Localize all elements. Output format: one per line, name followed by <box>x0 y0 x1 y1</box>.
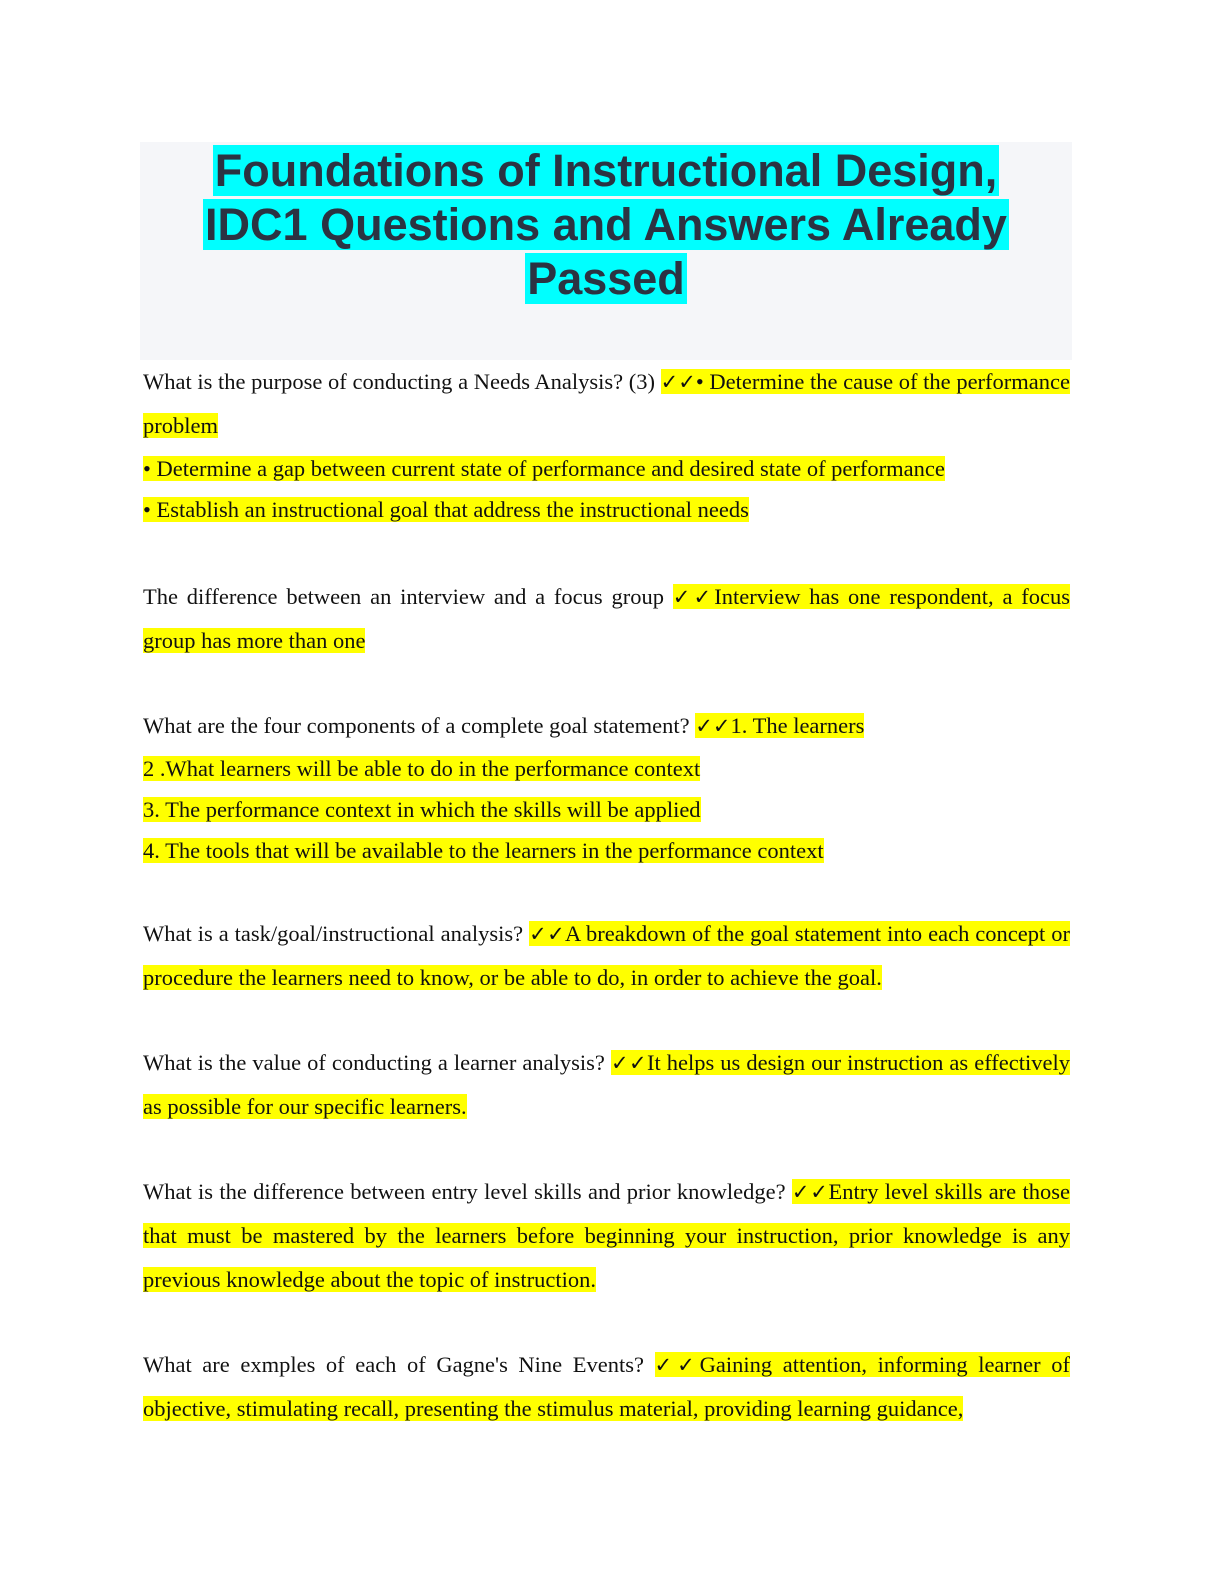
title-block <box>140 142 1072 360</box>
answer-text: Entry level skills are those that must be mastered by the learners before beginning your instruction, prior knowledge is any previous knowledge about the topic of instruction. <box>143 1179 1070 1292</box>
answer-text: It helps us design our instruction as effectively as possible for our specific learners. <box>143 1050 1070 1119</box>
title-line-2: IDC1 Questions and Answers Already <box>205 199 1007 250</box>
question-text: What is the purpose of conducting a Needs Analysis? (3) <box>143 369 661 394</box>
qa-item-5 <box>143 1041 1070 1129</box>
answer-text: A breakdown of the goal statement into each concept or procedure the learners need to know, or be able to do, in order to achieve the goal. <box>143 921 1071 990</box>
answer-line <box>143 830 1070 871</box>
qa-item-2 <box>143 575 1070 663</box>
answer-text: • Determine the cause of the performance problem <box>143 369 1070 438</box>
answer-line <box>143 448 1070 489</box>
answer-bullet: • Establish an instructional goal that address the instructional needs <box>143 497 749 522</box>
answer-list-item: 3. The performance context in which the skills will be applied <box>143 797 701 822</box>
answer-bullet: • Determine a gap between current state of performance and desired state of performance <box>143 456 945 481</box>
question-text: What is a task/goal/instructional analysis? <box>143 921 530 946</box>
question-text: What is the difference between entry level skills and prior knowledge? <box>143 1179 792 1204</box>
qa-item-1 <box>143 360 1070 448</box>
question-text: The difference between an interview and a focus group <box>143 584 673 609</box>
answer-line <box>143 748 1070 789</box>
question-text: What is the value of conducting a learner analysis? <box>143 1050 611 1075</box>
answer-list-item: 4. The tools that will be available to the learners in the performance context <box>143 838 824 863</box>
question-text: What are the four components of a complete goal statement? <box>143 713 696 738</box>
answer-text: Interview has one respondent, a focus group has more than one <box>143 584 1070 653</box>
double-check-icon: ✓✓ <box>695 714 731 738</box>
answer-line <box>143 489 1070 530</box>
double-check-icon: ✓✓ <box>672 585 715 609</box>
title-line-3: Passed <box>527 253 685 304</box>
document-title <box>140 142 1072 306</box>
double-check-icon: ✓✓ <box>791 1180 829 1204</box>
qa-item-3 <box>143 704 1070 748</box>
question-text: What are exmples of each of Gagne's Nine Events? <box>143 1352 655 1377</box>
double-check-icon: ✓✓ <box>654 1353 700 1377</box>
qa-item-7 <box>143 1343 1070 1431</box>
qa-item-4 <box>143 912 1070 1000</box>
answer-list-item: 2 .What learners will be able to do in the performance context <box>143 756 701 781</box>
title-line-1: Foundations of Instructional Design, <box>214 145 998 196</box>
double-check-icon: ✓✓ <box>529 922 566 946</box>
answer-text: 1. The learners <box>730 713 865 738</box>
qa-item-6 <box>143 1170 1070 1302</box>
qa-content <box>143 360 1070 1431</box>
answer-text: Gaining attention, informing learner of objective, stimulating recall, presenting the stimulus material, providing learning guidance, <box>143 1352 1070 1421</box>
double-check-icon: ✓✓ <box>660 370 696 394</box>
answer-line <box>143 789 1070 830</box>
double-check-icon: ✓✓ <box>610 1051 647 1075</box>
